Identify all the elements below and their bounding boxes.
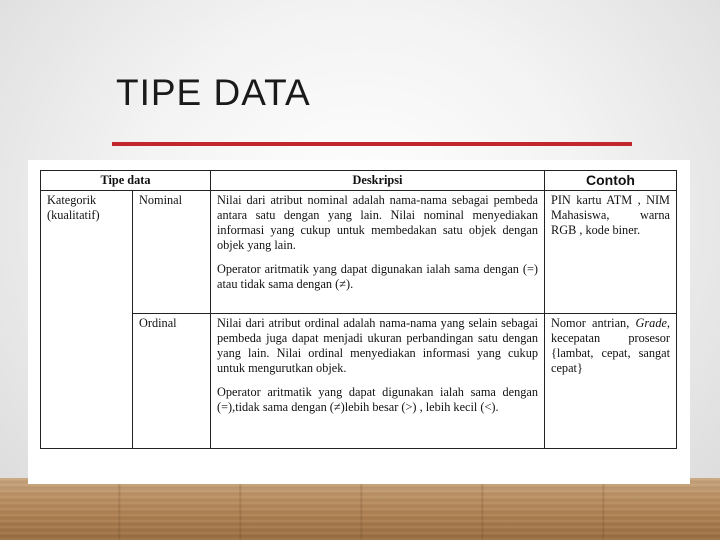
header-tipe-data: Tipe data [41,171,211,191]
table-row [41,314,677,449]
description-cell [211,314,545,449]
example-text: Nomor antrian, [551,316,636,330]
category-cell: Kategorik (kualitatif) [41,191,133,449]
wood-floor-background [0,478,720,540]
description-cell [211,191,545,314]
description-paragraph: Nilai dari atribut nominal adalah nama-nama sebagai pembeda antara satu dengan yang lain. Nilai nominal menyediakan informasi yang cukup untuk membedakan satu objek dengan objek yang lain. [217,193,538,252]
description-paragraph: Operator aritmatik yang dapat digunakan ialah sama dengan (=) atau tidak sama dengan (≠). [217,262,538,291]
table-image [28,160,690,484]
example-text-italic: Grade [635,316,667,330]
subtype-cell: Ordinal [133,314,211,449]
data-type-table [40,170,677,449]
title-underline [112,142,632,146]
description-paragraph: Nilai dari atribut ordinal adalah nama-nama yang selain sebagai pembeda juga dapat menjadi ukuran perbandingan satu dengan yang lain. Nilai ordinal menyediakan informasi yang cukup untuk mengurutkan objek. [217,316,538,375]
example-cell [545,314,677,449]
example-text: , kecepatan prosesor {lambat, cepat, sangat cepat} [551,316,670,375]
table-header-row [41,171,677,191]
description-paragraph: Operator aritmatik yang dapat digunakan ialah sama dengan (=),tidak sama dengan (≠)lebih besar (>) , lebih kecil (<). [217,385,538,414]
table-row [41,191,677,314]
example-cell: PIN kartu ATM , NIM Mahasiswa, warna RGB , kode biner. [545,191,677,314]
header-deskripsi: Deskripsi [211,171,545,191]
header-contoh: Contoh [545,171,677,191]
subtype-cell: Nominal [133,191,211,314]
page-title: TIPE DATA [116,72,311,113]
